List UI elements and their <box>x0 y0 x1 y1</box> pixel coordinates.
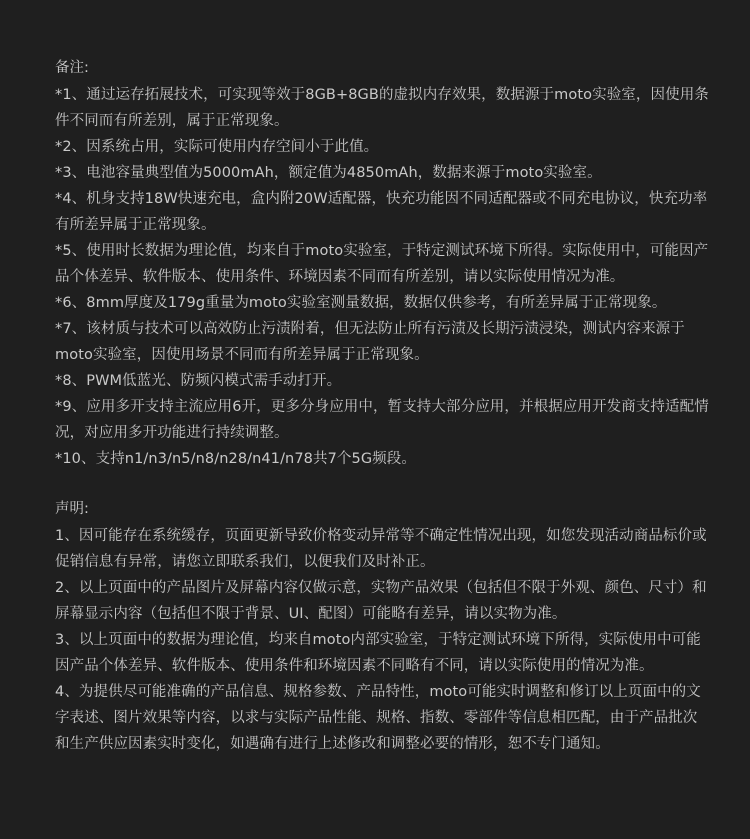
section-spacer <box>55 472 712 496</box>
notes-line: *9、应用多开支持主流应用6开，更多分身应用中，暂支持大部分应用，并根据应用开发商支持适配情 <box>55 399 709 415</box>
notes-line: *6、8mm厚度及179g重量为moto实验室测量数据，数据仅供参考，有所差异属于正常现象。 <box>55 295 667 311</box>
statement-title: 声明: <box>55 501 89 517</box>
notes-line: *8、PWM低蓝光、防频闪模式需手动打开。 <box>55 373 342 389</box>
notes-line: 况，对应用多开功能进行持续调整。 <box>55 425 289 441</box>
notes-section <box>55 55 712 472</box>
statement-section <box>55 496 712 757</box>
notes-line: *10、支持n1/n3/n5/n8/n28/n41/n78共7个5G频段。 <box>55 451 416 467</box>
notes-line: *2、因系统占用，实际可使用内存空间小于此值。 <box>55 139 379 155</box>
statement-line: 和生产供应因素实时变化，如遇确有进行上述修改和调整必要的情形，恕不专门通知。 <box>55 736 610 752</box>
statement-line: 2、以上页面中的产品图片及屏幕内容仅做示意，实物产品效果（包括但不限于外观、颜色、尺寸）和 <box>55 580 707 596</box>
notes-line: *7、该材质与技术可以高效防止污渍附着，但无法防止所有污渍及长期污渍浸染，测试内容来源于 <box>55 321 685 337</box>
statement-line: 屏幕显示内容（包括但不限于背景、UI、配图）可能略有差异，请以实物为准。 <box>55 606 567 622</box>
notes-line: 品个体差异、软件版本、使用条件、环境因素不同而有所差别，请以实际使用情况为准。 <box>55 269 625 285</box>
statement-line: 因产品个体差异、软件版本、使用条件和环境因素不同略有不同，请以实际使用的情况为准。 <box>55 658 654 674</box>
notes-line: 件不同而有所差别，属于正常现象。 <box>55 113 289 129</box>
notes-line: *1、通过运存拓展技术，可实现等效于8GB+8GB的虚拟内存效果，数据源于moto实验室，因使用条 <box>55 87 709 103</box>
notes-title: 备注: <box>55 60 89 76</box>
statement-line: 字表述、图片效果等内容，以求与实际产品性能、规格、指数、零部件等信息相匹配，由于产品批次 <box>55 710 698 726</box>
notes-line: *3、电池容量典型值为5000mAh，额定值为4850mAh，数据来源于moto实验室。 <box>55 165 602 181</box>
statement-line: 4、为提供尽可能准确的产品信息、规格参数、产品特性，moto可能实时调整和修订以上页面中的文 <box>55 684 701 700</box>
notes-line: moto实验室，因使用场景不同而有所差异属于正常现象。 <box>55 347 429 363</box>
notes-line: *5、使用时长数据为理论值，均来自于moto实验室，于特定测试环境下所得。实际使用中，可能因产 <box>55 243 709 259</box>
statement-line: 1、因可能存在系统缓存，页面更新导致价格变动异常等不确定性情况出现，如您发现活动商品标价或 <box>55 528 707 544</box>
notes-line: 有所差异属于正常现象。 <box>55 217 216 233</box>
statement-line: 促销信息有异常，请您立即联系我们，以便我们及时补正。 <box>55 554 435 570</box>
notes-line: *4、机身支持18W快速充电，盒内附20W适配器，快充功能因不同适配器或不同充电协议，快充功率 <box>55 191 708 207</box>
statement-line: 3、以上页面中的数据为理论值，均来自moto内部实验室，于特定测试环境下所得，实际使用中可能 <box>55 632 701 648</box>
